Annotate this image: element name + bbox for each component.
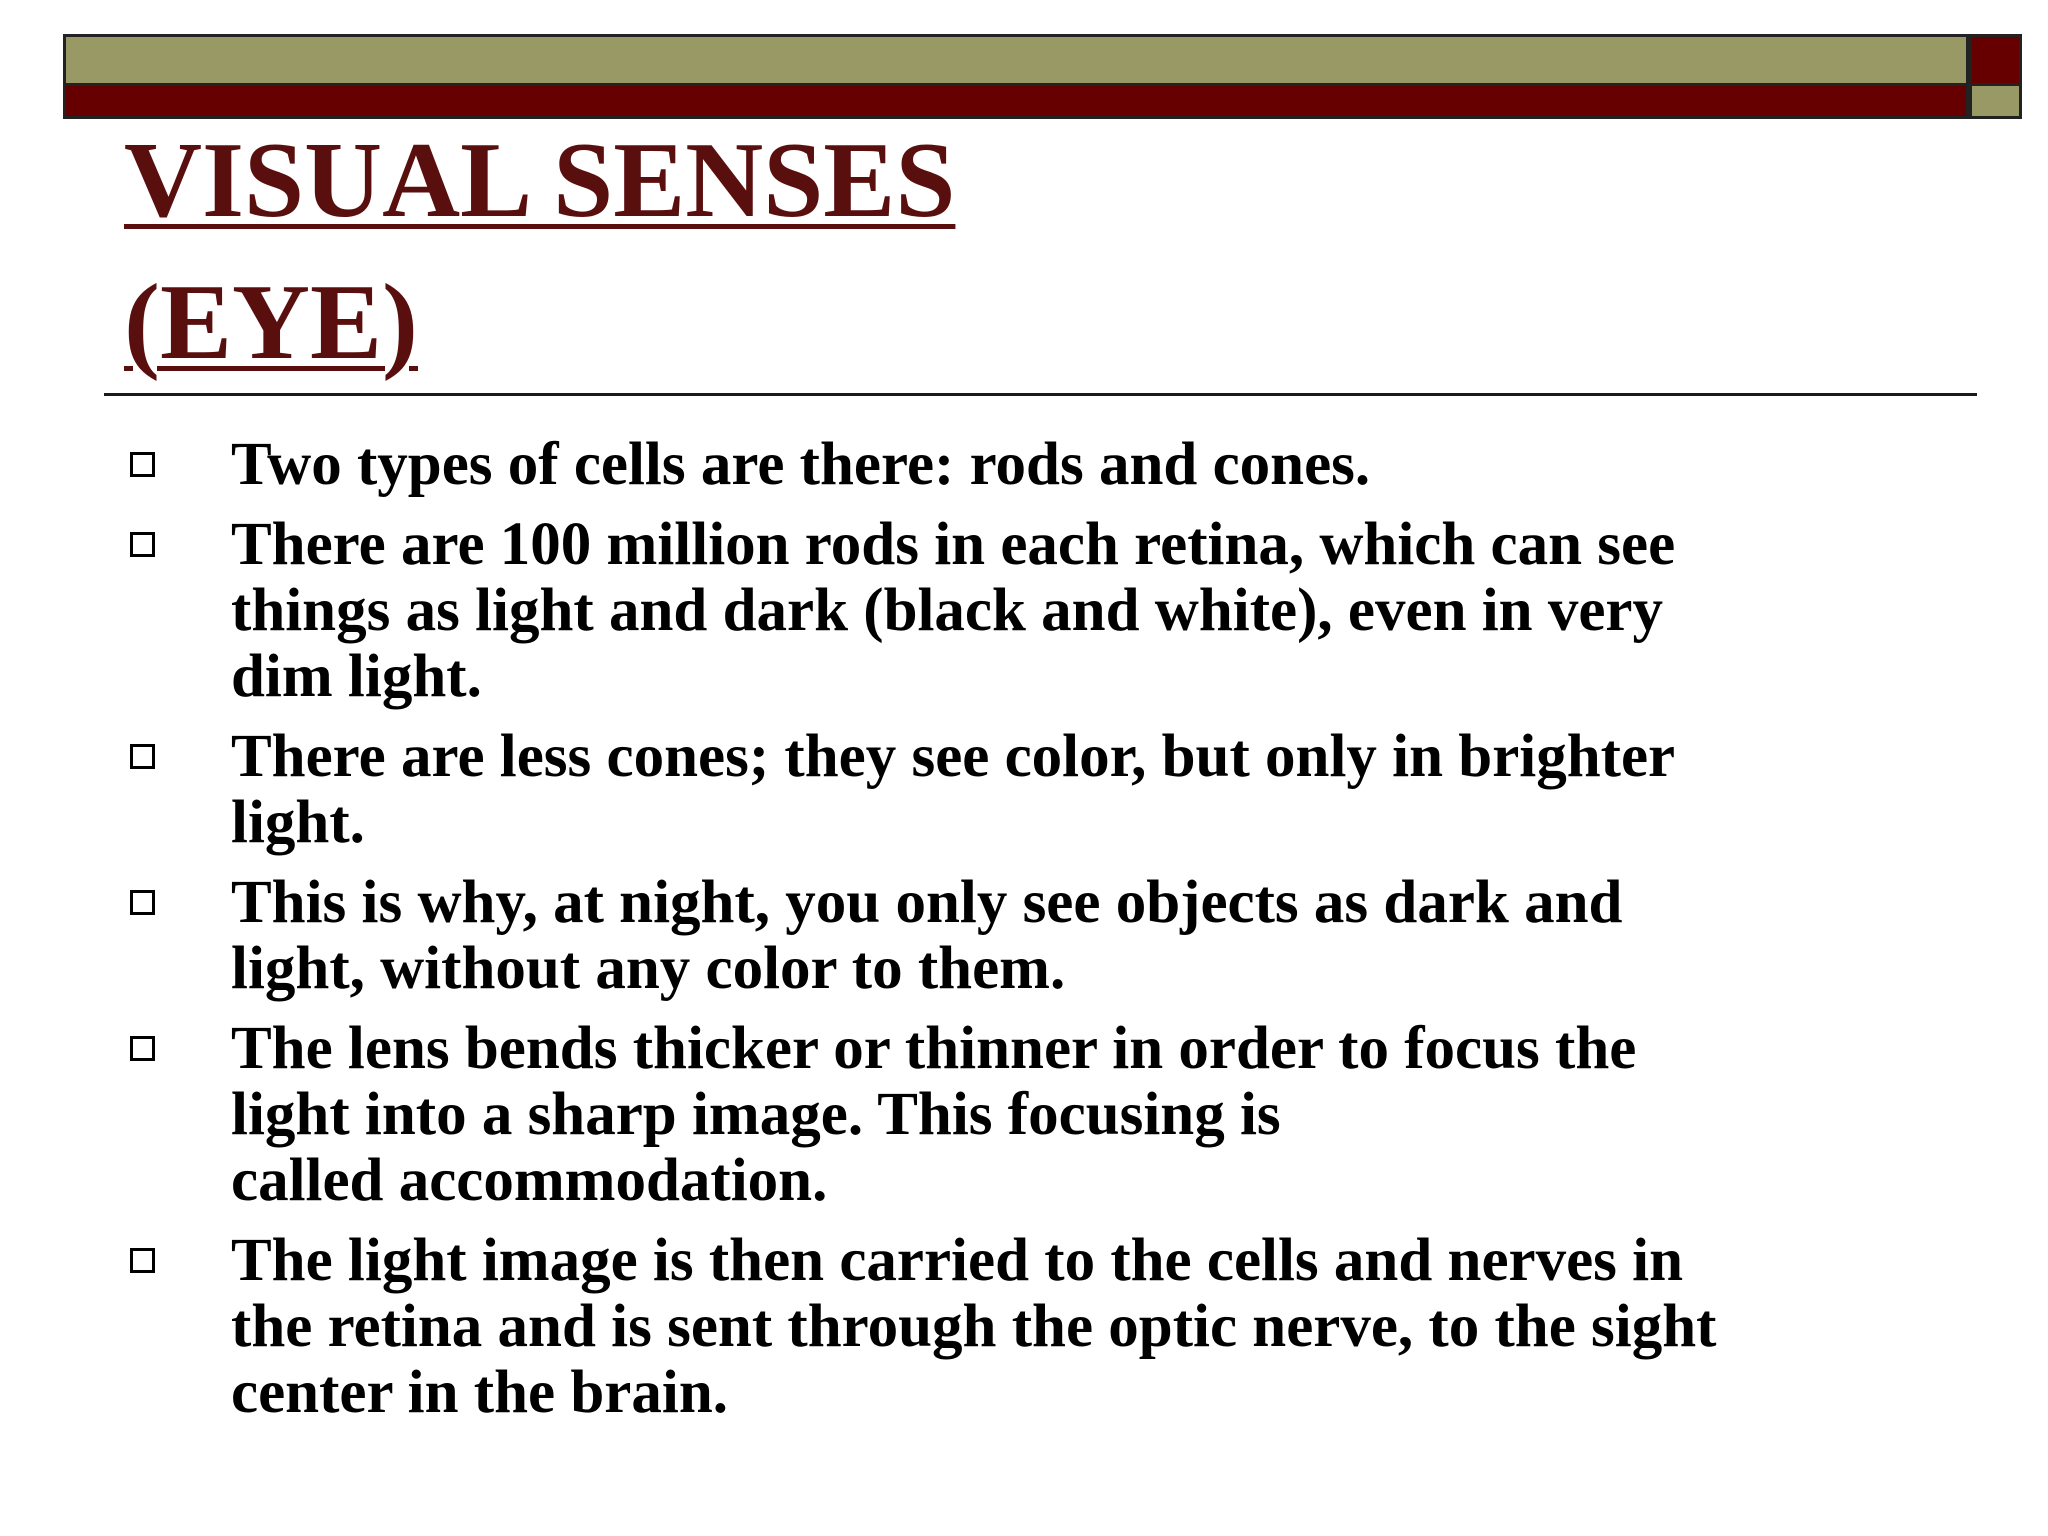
bullet-text-line: things as light and dark (black and white), even in very bbox=[231, 577, 1664, 644]
bullet-text-line: This is why, at night, you only see objects as dark and bbox=[231, 869, 1623, 936]
bullet-text-line: Two types of cells are there: rods and cones. bbox=[231, 431, 1371, 498]
slide-title bbox=[124, 110, 955, 394]
bullet-item bbox=[128, 1016, 1928, 1214]
bullet-text-line: center in the brain. bbox=[231, 1359, 728, 1426]
hollow-square-icon bbox=[130, 1248, 155, 1273]
slide-title-line-2: (EYE) bbox=[124, 263, 418, 382]
slide-title-line-1: VISUAL SENSES bbox=[124, 121, 956, 240]
header-band-olive bbox=[63, 34, 1969, 86]
bullet-item bbox=[128, 1228, 1928, 1426]
bullet-item bbox=[128, 512, 1928, 710]
hollow-square-icon bbox=[130, 890, 155, 915]
header-corner-maroon bbox=[1969, 34, 2022, 86]
bullet-item bbox=[128, 724, 1928, 856]
hollow-square-icon bbox=[130, 532, 155, 557]
bullet-list bbox=[128, 432, 1928, 1440]
bullet-item bbox=[128, 870, 1928, 1002]
bullet-item bbox=[128, 432, 1928, 498]
header-corner-olive bbox=[1969, 86, 2022, 119]
bullet-text-line: The light image is then carried to the cells and nerves in bbox=[231, 1227, 1684, 1294]
bullet-text-line: called accommodation. bbox=[231, 1147, 828, 1214]
hollow-square-icon bbox=[130, 1036, 155, 1061]
hollow-square-icon bbox=[130, 744, 155, 769]
bullet-text-line: dim light. bbox=[231, 643, 482, 710]
bullet-text-line: light. bbox=[231, 789, 365, 856]
hollow-square-icon bbox=[130, 452, 155, 477]
title-divider bbox=[104, 393, 1977, 396]
bullet-text-line: the retina and is sent through the optic nerve, to the sight bbox=[231, 1293, 1717, 1360]
bullet-text-line: light into a sharp image. This focusing is bbox=[231, 1081, 1281, 1148]
bullet-text-line: There are less cones; they see color, but only in brighter bbox=[231, 723, 1676, 790]
bullet-text-line: The lens bends thicker or thinner in order to focus the bbox=[231, 1015, 1637, 1082]
bullet-text-line: There are 100 million rods in each retina, which can see bbox=[231, 511, 1676, 578]
bullet-text-line: light, without any color to them. bbox=[231, 935, 1066, 1002]
